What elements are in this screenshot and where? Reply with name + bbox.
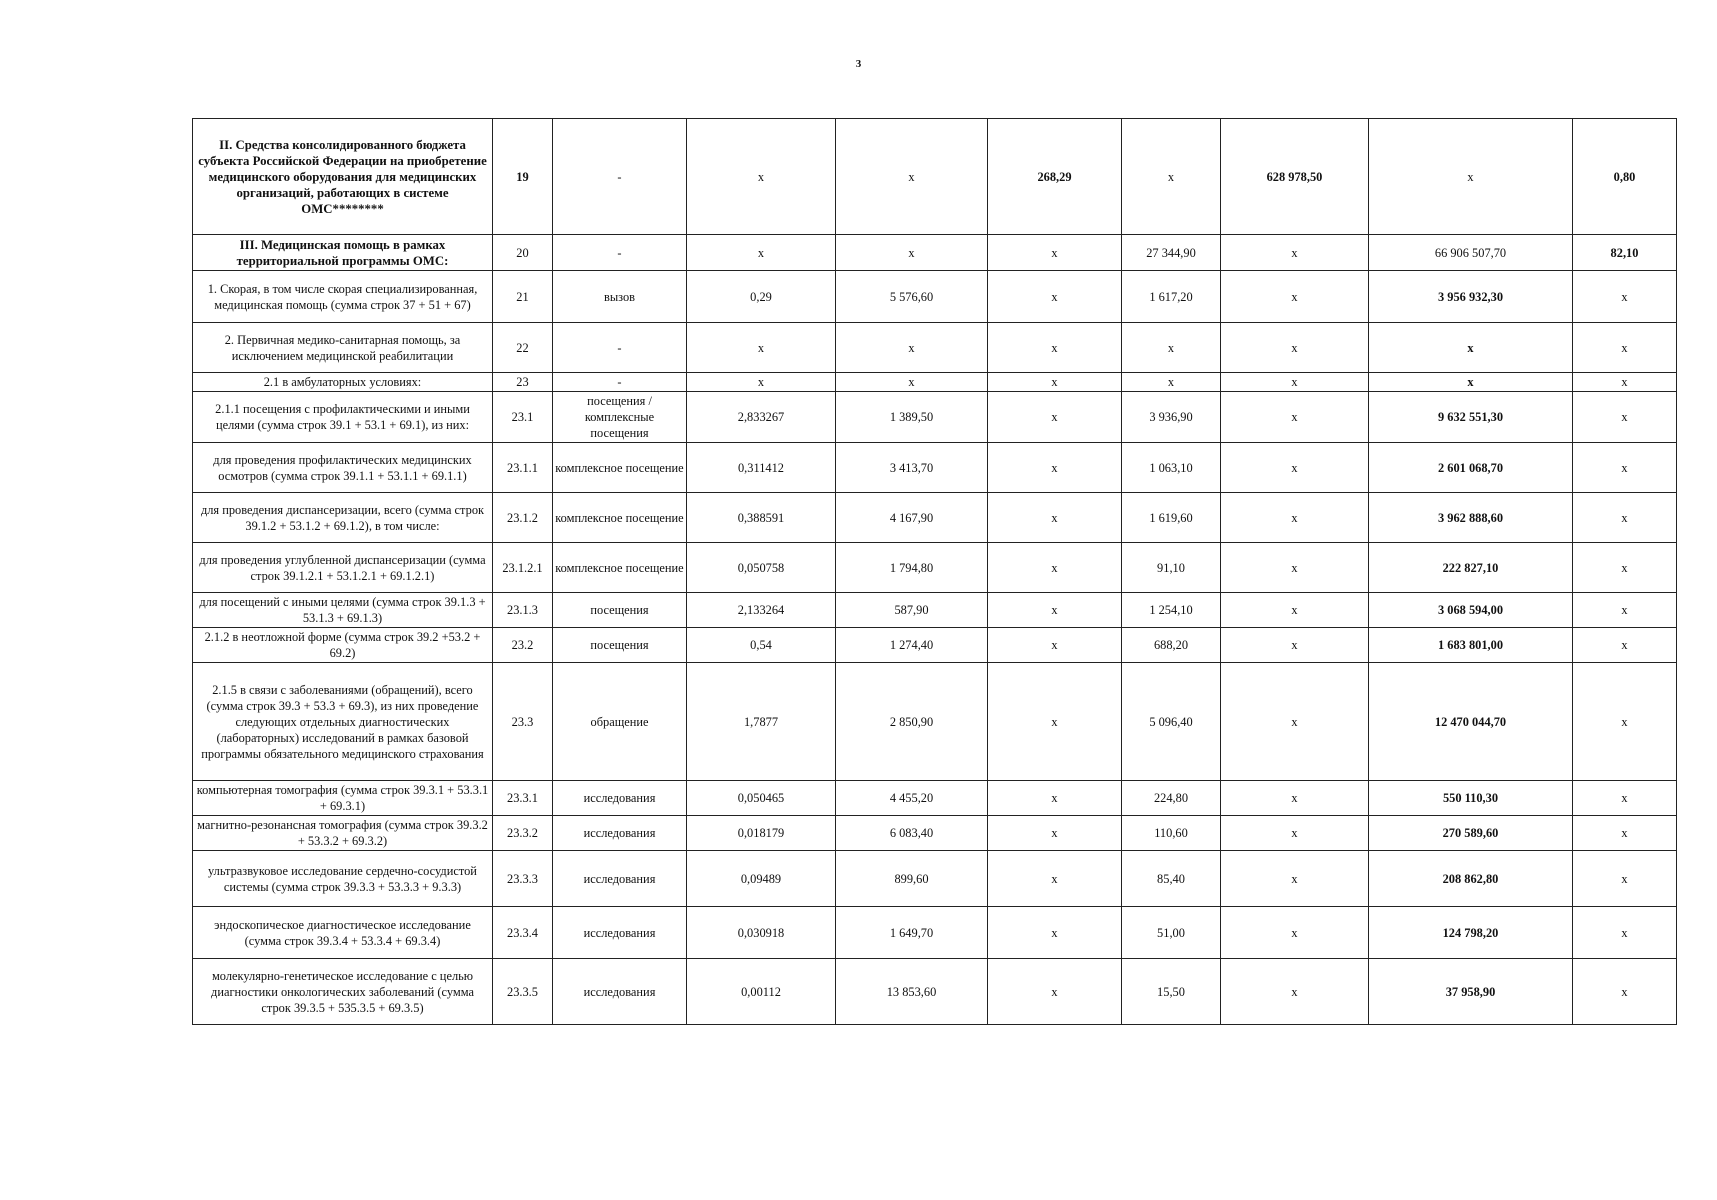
- total-oms-cell: x: [1369, 373, 1573, 392]
- cost-cell: 4 455,20: [836, 781, 988, 816]
- per-capita-oms-cell: 110,60: [1122, 816, 1221, 851]
- cost-cell: 1 794,80: [836, 543, 988, 593]
- total-oms-cell: 1 683 801,00: [1369, 628, 1573, 663]
- total-oms-cell: 9 632 551,30: [1369, 392, 1573, 443]
- volume-cell: 0,00112: [687, 959, 836, 1025]
- line-number-cell: 23.3.2: [493, 816, 553, 851]
- total-budget-cell: x: [1221, 959, 1369, 1025]
- indicator-name-cell: эндоскопическое диагностическое исследование (сумма строк 39.3.4 + 53.3.4 + 69.3.4): [193, 907, 493, 959]
- table-row: [193, 851, 1677, 907]
- total-oms-cell: 12 470 044,70: [1369, 663, 1573, 781]
- table-row: [193, 663, 1677, 781]
- share-percent-cell: x: [1573, 959, 1677, 1025]
- share-percent-cell: x: [1573, 628, 1677, 663]
- indicator-name-cell: магнитно-резонансная томография (сумма строк 39.3.2 + 53.3.2 + 69.3.2): [193, 816, 493, 851]
- total-budget-cell: x: [1221, 271, 1369, 323]
- per-capita-budget-cell: x: [988, 493, 1122, 543]
- line-number-cell: 23.3.1: [493, 781, 553, 816]
- indicator-name-cell: II. Средства консолидированного бюджета субъекта Российской Федерации на приобретение медицинского оборудования для медицинских организаций, работающих в системе ОМС********: [193, 119, 493, 235]
- indicator-name-cell: 2.1.1 посещения с профилактическими и иными целями (сумма строк 39.1 + 53.1 + 69.1), из них:: [193, 392, 493, 443]
- total-budget-cell: x: [1221, 543, 1369, 593]
- cost-cell: x: [836, 373, 988, 392]
- per-capita-budget-cell: x: [988, 663, 1122, 781]
- per-capita-budget-cell: x: [988, 907, 1122, 959]
- per-capita-oms-cell: 1 254,10: [1122, 593, 1221, 628]
- volume-cell: 2,833267: [687, 392, 836, 443]
- total-oms-cell: 208 862,80: [1369, 851, 1573, 907]
- financing-table: [192, 118, 1677, 1025]
- per-capita-budget-cell: x: [988, 781, 1122, 816]
- unit-cell: посещения: [553, 628, 687, 663]
- unit-cell: посещения / комплексные посещения: [553, 392, 687, 443]
- table-row: [193, 323, 1677, 373]
- cost-cell: 5 576,60: [836, 271, 988, 323]
- per-capita-oms-cell: 224,80: [1122, 781, 1221, 816]
- total-budget-cell: x: [1221, 851, 1369, 907]
- table-row: [193, 271, 1677, 323]
- share-percent-cell: x: [1573, 392, 1677, 443]
- per-capita-budget-cell: x: [988, 271, 1122, 323]
- page-number: 3: [855, 58, 862, 70]
- indicator-name-cell: ультразвуковое исследование сердечно-сосудистой системы (сумма строк 39.3.3 + 53.3.3 + 9.3.3): [193, 851, 493, 907]
- table-row: [193, 119, 1677, 235]
- unit-cell: исследования: [553, 959, 687, 1025]
- total-oms-cell: 3 956 932,30: [1369, 271, 1573, 323]
- indicator-name-cell: молекулярно-генетическое исследование с целью диагностики онкологических заболеваний (сумма строк 39.3.5 + 535.3.5 + 69.3.5): [193, 959, 493, 1025]
- per-capita-budget-cell: x: [988, 235, 1122, 271]
- table-row: [193, 443, 1677, 493]
- table-row: [193, 235, 1677, 271]
- cost-cell: 2 850,90: [836, 663, 988, 781]
- line-number-cell: 23.1.2: [493, 493, 553, 543]
- line-number-cell: 23.2: [493, 628, 553, 663]
- total-budget-cell: x: [1221, 816, 1369, 851]
- volume-cell: 0,050758: [687, 543, 836, 593]
- per-capita-budget-cell: 268,29: [988, 119, 1122, 235]
- total-budget-cell: x: [1221, 907, 1369, 959]
- per-capita-budget-cell: x: [988, 628, 1122, 663]
- table-row: [193, 959, 1677, 1025]
- unit-cell: исследования: [553, 907, 687, 959]
- share-percent-cell: x: [1573, 851, 1677, 907]
- line-number-cell: 22: [493, 323, 553, 373]
- unit-cell: посещения: [553, 593, 687, 628]
- per-capita-oms-cell: 5 096,40: [1122, 663, 1221, 781]
- volume-cell: 2,133264: [687, 593, 836, 628]
- per-capita-oms-cell: x: [1122, 323, 1221, 373]
- per-capita-oms-cell: 51,00: [1122, 907, 1221, 959]
- indicator-name-cell: 2.1.2 в неотложной форме (сумма строк 39.2 +53.2 + 69.2): [193, 628, 493, 663]
- cost-cell: 587,90: [836, 593, 988, 628]
- share-percent-cell: x: [1573, 493, 1677, 543]
- line-number-cell: 23.1: [493, 392, 553, 443]
- cost-cell: x: [836, 323, 988, 373]
- table-row: [193, 493, 1677, 543]
- per-capita-budget-cell: x: [988, 373, 1122, 392]
- cost-cell: 13 853,60: [836, 959, 988, 1025]
- total-oms-cell: 66 906 507,70: [1369, 235, 1573, 271]
- per-capita-oms-cell: 688,20: [1122, 628, 1221, 663]
- per-capita-budget-cell: x: [988, 323, 1122, 373]
- line-number-cell: 23: [493, 373, 553, 392]
- total-oms-cell: 2 601 068,70: [1369, 443, 1573, 493]
- line-number-cell: 23.1.1: [493, 443, 553, 493]
- per-capita-oms-cell: 85,40: [1122, 851, 1221, 907]
- total-budget-cell: x: [1221, 781, 1369, 816]
- per-capita-oms-cell: 27 344,90: [1122, 235, 1221, 271]
- per-capita-oms-cell: 91,10: [1122, 543, 1221, 593]
- total-budget-cell: x: [1221, 443, 1369, 493]
- line-number-cell: 19: [493, 119, 553, 235]
- total-oms-cell: 270 589,60: [1369, 816, 1573, 851]
- cost-cell: 1 274,40: [836, 628, 988, 663]
- indicator-name-cell: 2.1.5 в связи с заболеваниями (обращений), всего (сумма строк 39.3 + 53.3 + 69.3), из них проведение следующих отдельных диагностических (лабораторных) исследований в рамках базовой программы обязательного медицинского страхования: [193, 663, 493, 781]
- total-oms-cell: x: [1369, 119, 1573, 235]
- volume-cell: 0,09489: [687, 851, 836, 907]
- unit-cell: исследования: [553, 781, 687, 816]
- unit-cell: комплексное посещение: [553, 543, 687, 593]
- table-row: [193, 543, 1677, 593]
- share-percent-cell: x: [1573, 373, 1677, 392]
- table-body: [193, 119, 1677, 1025]
- table-row: [193, 593, 1677, 628]
- per-capita-oms-cell: x: [1122, 373, 1221, 392]
- volume-cell: x: [687, 119, 836, 235]
- line-number-cell: 23.3.5: [493, 959, 553, 1025]
- cost-cell: 899,60: [836, 851, 988, 907]
- indicator-name-cell: 2.1 в амбулаторных условиях:: [193, 373, 493, 392]
- per-capita-oms-cell: 1 063,10: [1122, 443, 1221, 493]
- total-budget-cell: x: [1221, 373, 1369, 392]
- volume-cell: 0,54: [687, 628, 836, 663]
- indicator-name-cell: 1. Скорая, в том числе скорая специализированная, медицинская помощь (сумма строк 37 + 51 + 67): [193, 271, 493, 323]
- cost-cell: 1 649,70: [836, 907, 988, 959]
- total-budget-cell: x: [1221, 323, 1369, 373]
- total-budget-cell: 628 978,50: [1221, 119, 1369, 235]
- total-budget-cell: x: [1221, 663, 1369, 781]
- share-percent-cell: x: [1573, 907, 1677, 959]
- table-row: [193, 628, 1677, 663]
- per-capita-oms-cell: 3 936,90: [1122, 392, 1221, 443]
- volume-cell: 0,311412: [687, 443, 836, 493]
- total-oms-cell: x: [1369, 323, 1573, 373]
- unit-cell: -: [553, 235, 687, 271]
- indicator-name-cell: компьютерная томография (сумма строк 39.3.1 + 53.3.1 + 69.3.1): [193, 781, 493, 816]
- volume-cell: 0,018179: [687, 816, 836, 851]
- table-row: [193, 373, 1677, 392]
- per-capita-budget-cell: x: [988, 593, 1122, 628]
- unit-cell: -: [553, 323, 687, 373]
- table-row: [193, 816, 1677, 851]
- unit-cell: комплексное посещение: [553, 443, 687, 493]
- share-percent-cell: 82,10: [1573, 235, 1677, 271]
- total-oms-cell: 3 962 888,60: [1369, 493, 1573, 543]
- total-budget-cell: x: [1221, 593, 1369, 628]
- volume-cell: x: [687, 373, 836, 392]
- indicator-name-cell: для посещений с иными целями (сумма строк 39.1.3 + 53.1.3 + 69.1.3): [193, 593, 493, 628]
- total-budget-cell: x: [1221, 493, 1369, 543]
- per-capita-budget-cell: x: [988, 543, 1122, 593]
- per-capita-oms-cell: 15,50: [1122, 959, 1221, 1025]
- table-row: [193, 907, 1677, 959]
- share-percent-cell: x: [1573, 543, 1677, 593]
- line-number-cell: 23.3: [493, 663, 553, 781]
- line-number-cell: 23.3.3: [493, 851, 553, 907]
- cost-cell: 6 083,40: [836, 816, 988, 851]
- volume-cell: 0,29: [687, 271, 836, 323]
- unit-cell: комплексное посещение: [553, 493, 687, 543]
- total-oms-cell: 37 958,90: [1369, 959, 1573, 1025]
- share-percent-cell: x: [1573, 663, 1677, 781]
- per-capita-budget-cell: x: [988, 816, 1122, 851]
- line-number-cell: 20: [493, 235, 553, 271]
- line-number-cell: 21: [493, 271, 553, 323]
- share-percent-cell: 0,80: [1573, 119, 1677, 235]
- share-percent-cell: x: [1573, 593, 1677, 628]
- volume-cell: x: [687, 323, 836, 373]
- unit-cell: обращение: [553, 663, 687, 781]
- indicator-name-cell: для проведения углубленной диспансеризации (сумма строк 39.1.2.1 + 53.1.2.1 + 69.1.2.1): [193, 543, 493, 593]
- line-number-cell: 23.1.2.1: [493, 543, 553, 593]
- total-oms-cell: 550 110,30: [1369, 781, 1573, 816]
- total-budget-cell: x: [1221, 628, 1369, 663]
- share-percent-cell: x: [1573, 443, 1677, 493]
- share-percent-cell: x: [1573, 781, 1677, 816]
- unit-cell: -: [553, 119, 687, 235]
- share-percent-cell: x: [1573, 271, 1677, 323]
- per-capita-oms-cell: x: [1122, 119, 1221, 235]
- share-percent-cell: x: [1573, 323, 1677, 373]
- indicator-name-cell: для проведения диспансеризации, всего (сумма строк 39.1.2 + 53.1.2 + 69.1.2), в том числе:: [193, 493, 493, 543]
- per-capita-budget-cell: x: [988, 392, 1122, 443]
- volume-cell: 0,388591: [687, 493, 836, 543]
- cost-cell: 4 167,90: [836, 493, 988, 543]
- table-row: [193, 781, 1677, 816]
- line-number-cell: 23.1.3: [493, 593, 553, 628]
- per-capita-budget-cell: x: [988, 443, 1122, 493]
- volume-cell: x: [687, 235, 836, 271]
- per-capita-oms-cell: 1 617,20: [1122, 271, 1221, 323]
- cost-cell: 3 413,70: [836, 443, 988, 493]
- indicator-name-cell: для проведения профилактических медицинских осмотров (сумма строк 39.1.1 + 53.1.1 + 69.1.1): [193, 443, 493, 493]
- volume-cell: 0,050465: [687, 781, 836, 816]
- total-budget-cell: x: [1221, 392, 1369, 443]
- cost-cell: x: [836, 235, 988, 271]
- unit-cell: исследования: [553, 816, 687, 851]
- table-row: [193, 392, 1677, 443]
- total-oms-cell: 3 068 594,00: [1369, 593, 1573, 628]
- total-oms-cell: 124 798,20: [1369, 907, 1573, 959]
- cost-cell: x: [836, 119, 988, 235]
- indicator-name-cell: III. Медицинская помощь в рамках территориальной программы ОМС:: [193, 235, 493, 271]
- unit-cell: вызов: [553, 271, 687, 323]
- line-number-cell: 23.3.4: [493, 907, 553, 959]
- volume-cell: 0,030918: [687, 907, 836, 959]
- unit-cell: -: [553, 373, 687, 392]
- unit-cell: исследования: [553, 851, 687, 907]
- indicator-name-cell: 2. Первичная медико-санитарная помощь, за исключением медицинской реабилитации: [193, 323, 493, 373]
- total-budget-cell: x: [1221, 235, 1369, 271]
- per-capita-budget-cell: x: [988, 851, 1122, 907]
- total-oms-cell: 222 827,10: [1369, 543, 1573, 593]
- share-percent-cell: x: [1573, 816, 1677, 851]
- per-capita-oms-cell: 1 619,60: [1122, 493, 1221, 543]
- cost-cell: 1 389,50: [836, 392, 988, 443]
- volume-cell: 1,7877: [687, 663, 836, 781]
- per-capita-budget-cell: x: [988, 959, 1122, 1025]
